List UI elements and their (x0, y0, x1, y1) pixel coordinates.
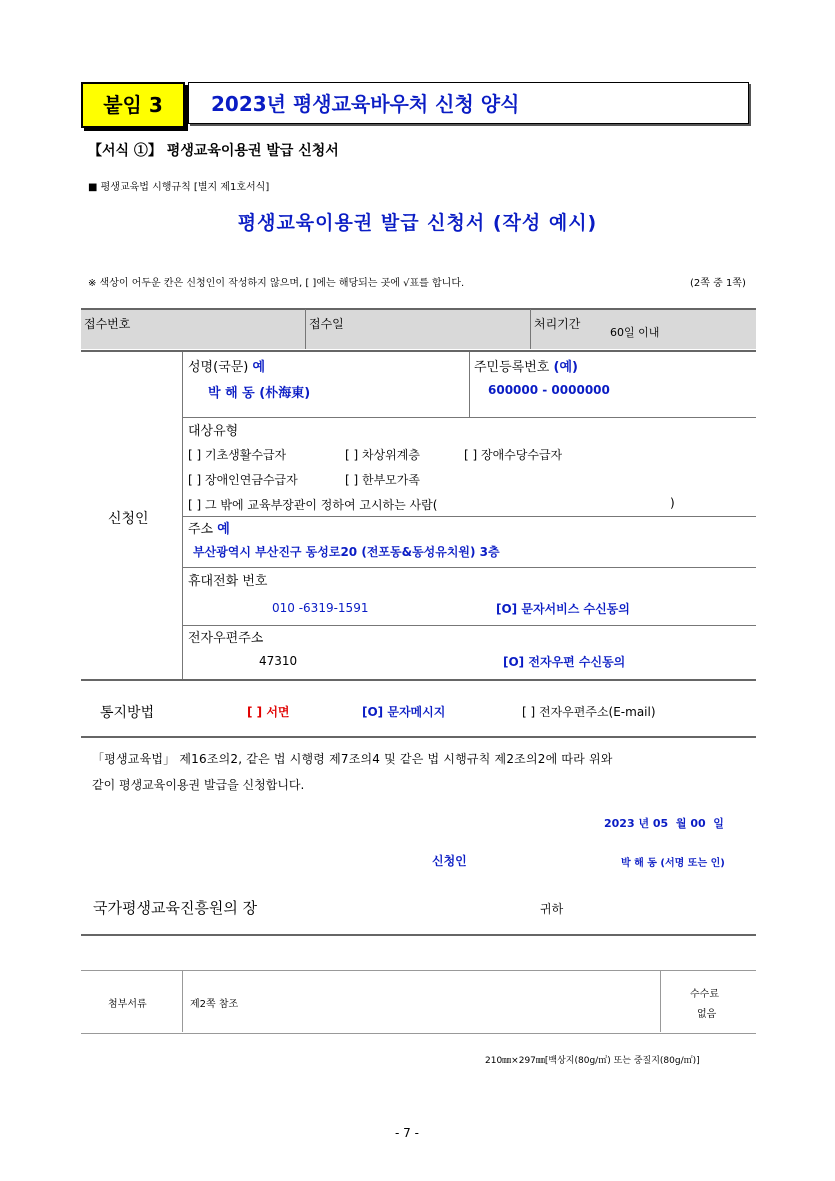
target-option-disability-allowance[interactable]: [ ] 장애수당수급자 (464, 448, 563, 462)
law-reference: ■ 평생교육법 시행규칙 [별지 제1호서식] (88, 182, 270, 193)
rrn-label (474, 356, 578, 375)
form-title: 평생교육이용권 발급 신청서 (작성 예시) (237, 212, 598, 234)
phone-consent[interactable]: [O] 문자서비스 수신동의 (496, 602, 630, 616)
address-label-text: 주소 (188, 522, 214, 537)
address-label (188, 518, 230, 537)
phone-value: 010 -6319-1591 (272, 601, 369, 615)
form-subtitle: 【서식 ①】 평생교육이용권 발급 신청서 (88, 143, 339, 159)
row-divider (182, 516, 756, 517)
notification-bottom-border (81, 736, 756, 738)
notification-option-sms[interactable]: [O] 문자메시지 (362, 705, 446, 719)
recipient-bottom-border (81, 934, 756, 936)
phone-label: 휴대전화 번호 (188, 574, 268, 589)
divider (182, 970, 183, 1032)
processing-period-value: 60일 이내 (610, 326, 660, 339)
statement-line-1: 「평생교육법」 제16조의2, 같은 법 시행령 제7조의4 및 같은 법 시행규칙 제2조의2에 따라 위와 (92, 752, 613, 766)
email-label: 전자우편주소 (188, 631, 264, 646)
target-option-disability-pension[interactable]: [ ] 장애인연금수급자 (188, 473, 298, 487)
application-date: 2023 년 05 월 00 일 (604, 817, 724, 830)
target-option-other-end: ) (670, 496, 675, 510)
rrn-value: 600000 - 0000000 (488, 383, 610, 397)
fee-label: 수수료 (690, 989, 719, 1000)
name-value: 박 해 동 (朴海東) (208, 386, 311, 401)
statement-line-2: 같이 평생교육이용권 발급을 신청합니다. (92, 778, 305, 792)
page-count: (2쪽 중 1쪽) (690, 278, 746, 289)
attachment-tag: 붙임 3 (81, 82, 185, 128)
instruction-note: ※ 색상이 어두운 칸은 신청인이 작성하지 않으며, [ ]에는 해당되는 곳에 √표를 합니다. (88, 278, 465, 289)
target-type-label: 대상유형 (188, 424, 239, 439)
notification-label: 통지방법 (100, 705, 155, 721)
attachment-bottom-border (81, 1033, 756, 1034)
divider (305, 309, 306, 349)
applicant-section-label: 신청인 (108, 511, 149, 527)
notification-option-paper[interactable]: [ ] 서면 (247, 705, 290, 719)
signer-value: 박 해 동 (서명 또는 인) (621, 858, 725, 869)
address-example: 예 (217, 522, 230, 537)
fee-value: 없음 (697, 1009, 717, 1020)
name-label (188, 356, 265, 375)
target-option-single-parent[interactable]: [ ] 한부모가족 (345, 473, 420, 487)
processing-period-label: 처리기간 (534, 317, 581, 331)
paper-spec: 210㎜×297㎜[백상지(80g/㎡) 또는 중질지(80g/㎡)] (485, 1056, 700, 1066)
applicant-bottom-border (81, 679, 756, 681)
document-title: 2023년 평생교육바우처 신청 양식 (188, 82, 749, 124)
receipt-date-label: 접수일 (309, 317, 344, 331)
name-example: 예 (252, 360, 266, 375)
email-value: 47310 (259, 654, 298, 668)
address-value: 부산광역시 부산진구 동성로20 (전포동&동성유치원) 3층 (193, 545, 500, 559)
attachment-value: 제2쪽 참조 (190, 999, 239, 1010)
rrn-example: (예) (553, 360, 578, 375)
recipient-suffix: 귀하 (540, 902, 564, 916)
table-top-border (81, 308, 756, 310)
receipt-number-label: 접수번호 (84, 317, 131, 331)
notification-option-email[interactable]: [ ] 전자우편주소(E-mail) (522, 705, 656, 719)
row-divider (182, 567, 756, 568)
divider (530, 309, 531, 349)
target-option-other[interactable]: [ ] 그 밖에 교육부장관이 정하여 고시하는 사람( (188, 498, 438, 512)
row-divider (182, 625, 756, 626)
signer-label: 신청인 (432, 854, 467, 868)
row-divider (182, 417, 756, 418)
attachment-label: 첨부서류 (108, 999, 147, 1010)
target-option-basic-livelihood[interactable]: [ ] 기초생활수급자 (188, 448, 287, 462)
page-number: - 7 - (395, 1126, 419, 1140)
target-option-near-poverty[interactable]: [ ] 차상위계층 (345, 448, 420, 462)
rrn-label-text: 주민등록번호 (474, 360, 550, 375)
divider (660, 970, 661, 1032)
recipient-name: 국가평생교육진흥원의 장 (93, 899, 258, 917)
divider (469, 352, 470, 417)
name-label-text: 성명(국문) (188, 360, 249, 375)
email-consent[interactable]: [O] 전자우편 수신동의 (503, 655, 626, 669)
